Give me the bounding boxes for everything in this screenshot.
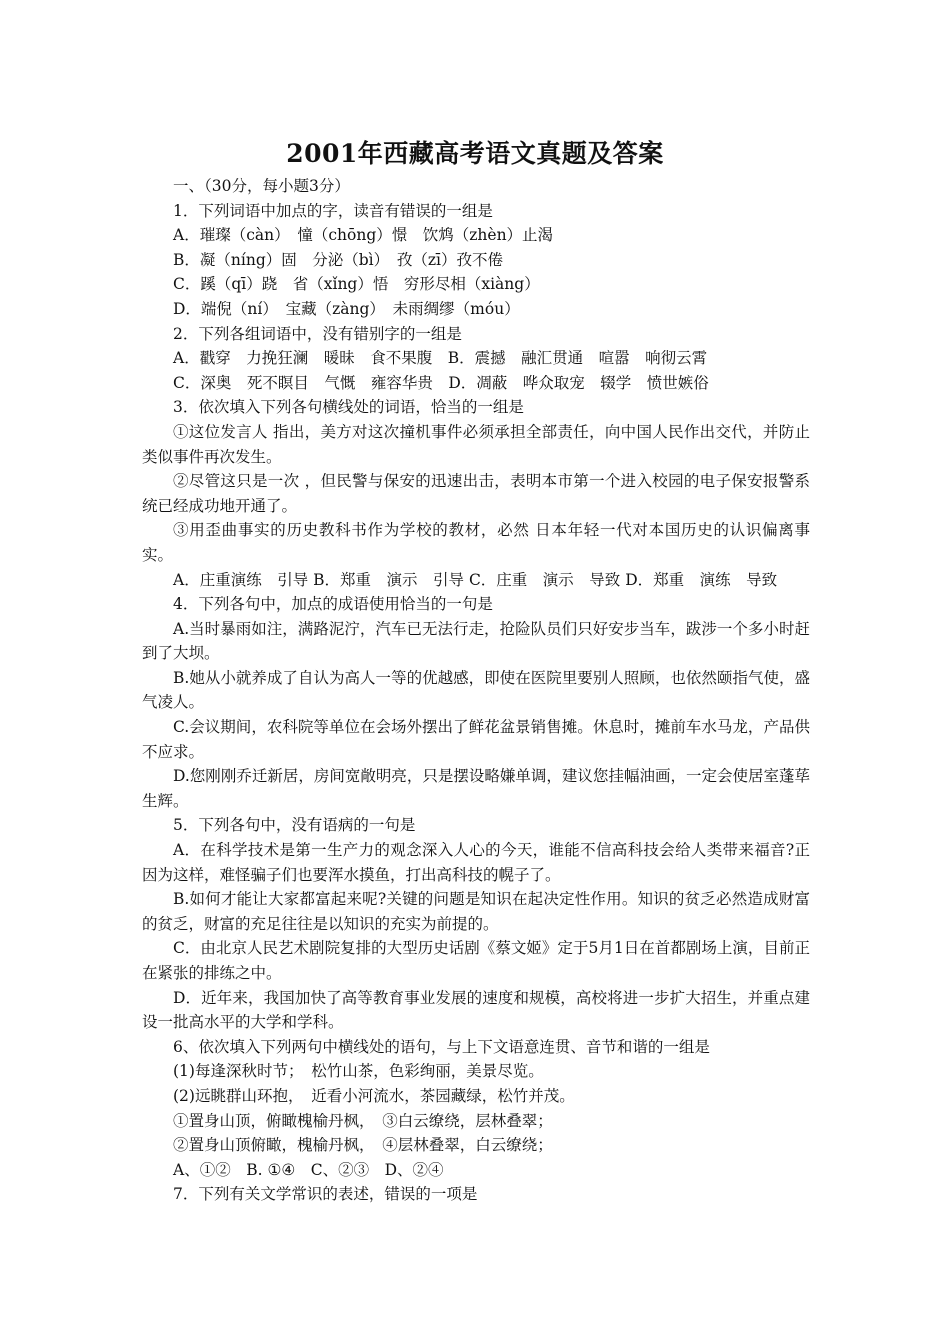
text-line: 3．依次填入下列各句横线处的词语，恰当的一组是 xyxy=(173,398,524,417)
text-line: D．端倪（ní） 宝藏（zàng） 未雨绸缪（móu） xyxy=(173,299,520,318)
text-line: A、①② B. ①④ C、②③ D、②④ xyxy=(173,1160,444,1179)
paragraph: C.会议期间，农科院等单位在会场外摆出了鲜花盆景销售摊。休息时，摊前车水马龙，产品供不应求。 xyxy=(142,718,810,761)
page-title: 2001年西藏高考语文真题及答案 xyxy=(286,139,664,168)
paragraph: B.如何才能让大家都富起来呢?关键的问题是知识在起决定性作用。知识的贫乏必然造成财富的贫乏，财富的充足往往是以知识的充实为前提的。 xyxy=(142,890,810,933)
text-line: C．深奥 死不瞑目 气慨 雍容华贵 D．凋蔽 哗众取宠 辍学 愤世嫉俗 xyxy=(173,373,709,392)
paragraph: ①这位发言人 指出，美方对这次撞机事件必须承担全部责任，向中国人民作出交代，并防止类似事件再次发生。 xyxy=(142,422,810,466)
text-line: A．戳穿 力挽狂澜 暖昧 食不果腹 B．震撼 融汇贯通 喧嚣 响彻云霄 xyxy=(173,349,708,368)
paragraph: ③用歪曲事实的历史教科书作为学校的教材，必然 日本年轻一代对本国历史的认识偏离事实。 xyxy=(142,521,810,564)
text-line: 4．下列各句中，加点的成语使用恰当的一句是 xyxy=(173,595,493,614)
paragraph: A．在科学技术是第一生产力的观念深入人心的今天，谁能不信高科技会给人类带来福音?正因为这样，难怪骗子们也要浑水摸鱼，打出高科技的幌子了。 xyxy=(142,841,810,884)
paragraph: ②尽管这只是一次 ，但民警与保安的迅速出击，表明本市第一个进入校园的电子保安报警系统已经成功地开通了。 xyxy=(142,472,810,515)
text-line: A．庄重演练 引导 B．郑重 演示 引导 C．庄重 演示 导致 D．郑重 演练 导致 xyxy=(173,570,778,589)
text-line: 1．下列词语中加点的字，读音有错误的一组是 xyxy=(173,201,493,220)
text-line: ①置身山顶，俯瞰槐榆丹枫， ③白云缭绕，层林叠翠； xyxy=(173,1111,553,1130)
text-line: (2)远眺群山环抱， 近看小河流水，茶园藏绿，松竹并茂。 xyxy=(173,1086,575,1105)
paragraph: A.当时暴雨如注，满路泥泞，汽车已无法行走，抢险队员们只好安步当车，跋涉一个多小时赶到了大坝。 xyxy=(142,619,810,663)
text-line: C．蹊（qī）跷 省（xǐng）悟 穷形尽相（xiàng） xyxy=(173,275,540,294)
paragraph: C．由北京人民艺术剧院复排的大型历史话剧《蔡文姬》定于5月1日在首都剧场上演，目前正在紧张的排练之中。 xyxy=(142,939,810,982)
text-line: (1)每逢深秋时节； 松竹山茶，色彩绚丽，美景尽览。 xyxy=(173,1062,544,1081)
paragraph: B.她从小就养成了自认为高人一等的优越感，即使在医院里要别人照顾，也依然颐指气使，盛气凌人。 xyxy=(142,668,810,712)
text-line: ②置身山顶俯瞰，槐榆丹枫， ④层林叠翠，白云缭绕； xyxy=(173,1136,553,1155)
text-line: A．璀璨（càn） 憧（chōng）憬 饮鸩（zhèn）止渴 xyxy=(173,226,554,245)
paragraph: D．近年来，我国加快了高等教育事业发展的速度和规模，高校将进一步扩大招生，并重点建设一批高水平的大学和学科。 xyxy=(142,988,810,1032)
text-line: 一、（30分，每小题3分） xyxy=(173,177,350,195)
text-line: B．凝（níng）固 分泌（bì） 孜（zī）孜不倦 xyxy=(173,250,503,269)
text-line: 5．下列各句中，没有语病的一句是 xyxy=(173,816,416,835)
text-line: 6、依次填入下列两句中横线处的语句，与上下文语意连贯、音节和谐的一组是 xyxy=(173,1037,710,1056)
document-body xyxy=(142,174,810,1207)
text-line: 2．下列各组词语中，没有错别字的一组是 xyxy=(173,324,462,343)
text-line: 7．下列有关文学常识的表述，错误的一项是 xyxy=(173,1185,478,1204)
paragraph: D.您刚刚乔迁新居，房间宽敞明亮，只是摆设略嫌单调，建议您挂幅油画，一定会使居室蓬荜生辉。 xyxy=(142,767,810,810)
